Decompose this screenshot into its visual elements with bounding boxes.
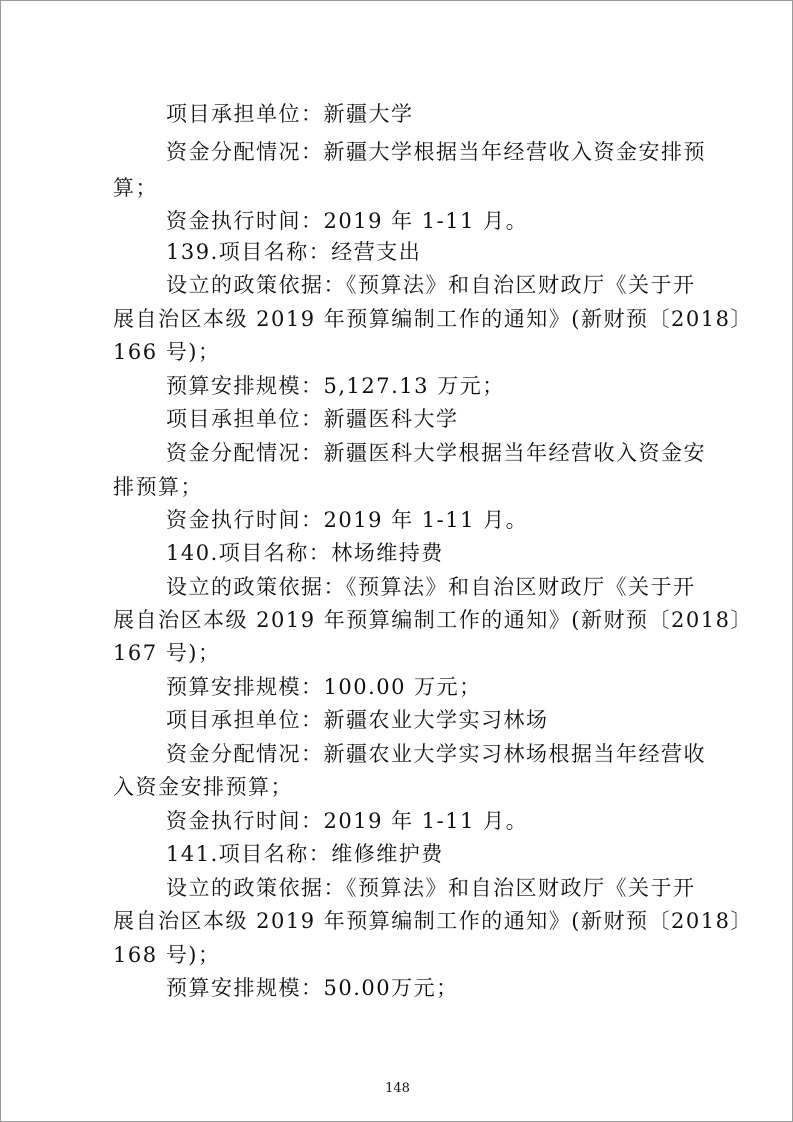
text-line: 167 号)；: [113, 641, 221, 665]
text-line: 项目承担单位：新疆大学: [166, 102, 414, 126]
text-line: 资金分配情况：新疆医科大学根据当年经营收入资金安: [166, 441, 706, 465]
text-line: 166 号)；: [113, 340, 221, 364]
text-line: 资金执行时间：2019 年 1-11 月。: [166, 508, 529, 532]
text-line: 排预算；: [113, 475, 203, 499]
text-line: 141.项目名称：维修维护费: [166, 842, 444, 866]
text-line: 资金执行时间：2019 年 1-11 月。: [166, 809, 529, 833]
text-line: 展自治区本级 2019 年预算编制工作的通知》(新财预〔2018〕: [113, 909, 753, 933]
text-line: 设立的政策依据：《预算法》和自治区财政厅《关于开: [166, 575, 696, 599]
text-line: 资金执行时间：2019 年 1-11 月。: [166, 209, 529, 233]
text-line: 168 号)；: [113, 943, 221, 967]
text-line: 资金分配情况：新疆大学根据当年经营收入资金安排预: [166, 140, 706, 164]
text-line: 140.项目名称：林场维持费: [166, 541, 444, 565]
text-line: 项目承担单位：新疆医科大学: [166, 407, 459, 431]
text-line: 展自治区本级 2019 年预算编制工作的通知》(新财预〔2018〕: [113, 307, 753, 331]
text-line: 资金分配情况：新疆农业大学实习林场根据当年经营收: [166, 742, 706, 766]
text-line: 预算安排规模：50.00万元；: [166, 976, 459, 1000]
text-line: 项目承担单位：新疆农业大学实习林场: [166, 708, 549, 732]
text-line: 预算安排规模：5,127.13 万元；: [166, 374, 505, 398]
text-line: 算；: [113, 176, 158, 200]
text-line: 入资金安排预算；: [113, 775, 293, 799]
text-line: 设立的政策依据：《预算法》和自治区财政厅《关于开: [166, 876, 696, 900]
text-line: 展自治区本级 2019 年预算编制工作的通知》(新财预〔2018〕: [113, 608, 753, 632]
text-line: 设立的政策依据：《预算法》和自治区财政厅《关于开: [166, 273, 696, 297]
text-line: 139.项目名称：经营支出: [166, 240, 422, 264]
page-number: 148: [385, 1081, 410, 1096]
text-line: 预算安排规模：100.00 万元；: [166, 675, 482, 699]
